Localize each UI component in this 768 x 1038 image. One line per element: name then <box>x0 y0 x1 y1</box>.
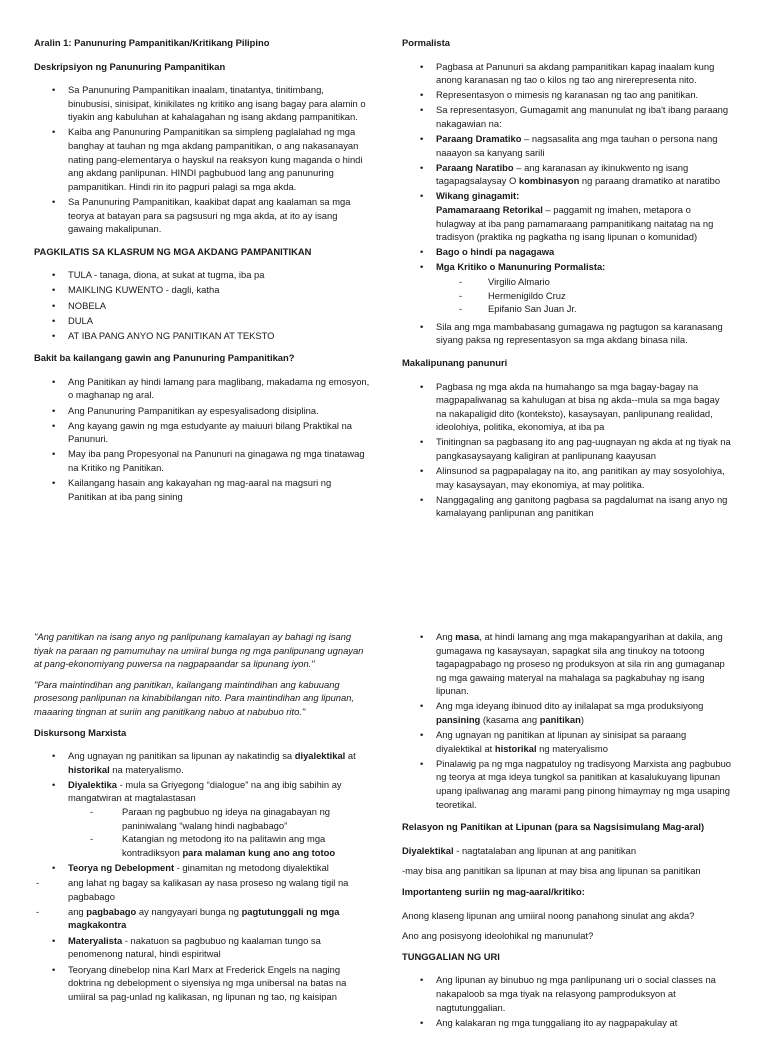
list-item: • Pagbasa ng mga akda na humahango sa mga bagay-bagay na magpapaliwanag sa kahulugan at bisa ng akda--mula sa mga bagay na nakapaligid dito (konteksto), kasaysayan, panlipunang realidad, ideolohiya, politika, ekonomiya, at iba pa <box>402 380 732 434</box>
list-item: • Ang Panunuring Pampanitikan ay espesyalisadong disiplina. <box>34 404 370 418</box>
quote-1: "Ang panitikan na isang anyo ng panlipunang kamalayan ay bahagi ng isang tiyak na paraan ng pamumuhay na umiiral bunga ng mga panlipunang ugnayan at pang-ekonomiyang puwersa na nagpapaandar sa lipunang iyon." <box>34 631 364 670</box>
list-item: • Kaiba ang Panunuring Pampanitikan sa simpleng paglalahad ng mga banghay at tauhan ng mga akdang pampanitikan, o ang nakasanayan nating pang-elementarya o hayskul na reaksyon kung maganda o hindi ang akdang panlipunan. HINDI pagbubuod lang ang panunuring pampanitikan. Hindi rin ito pagpuri palagi sa mga akda. <box>34 125 370 193</box>
list-item: • Pagbasa at Panunuri sa akdang pampanitikan kapag inaalam kung anong karanasan ng tao o kilos ng tao ang nirerepresenta nito. <box>402 60 732 87</box>
list-item: • Ang ugnayan ng panitikan at lipunan ay sinisipat sa paraang diyalektikal at historikal ng materyalismo <box>402 728 732 755</box>
wika-label: Wikang ginagamit: <box>436 190 520 202</box>
list-item: • Sa Panunuring Pampanitikan inaalam, tinatantya, tinitimbang, binubusisi, sinisipat, kinikilates ng kritiko ang isang bagay para alamin o tiyakin ang kabuluhan at kahalagahan ng isang akdang pampanitikan. <box>34 83 370 124</box>
retorikal-label: Pamamaraang Retorikal <box>436 204 543 216</box>
pagkilatis-heading: PAGKILATIS SA KLASRUM NG MGA AKDANG PAMPANITIKAN <box>34 245 312 257</box>
list-item: • Teorya ng Debelopment - ginamitan ng metodong diyalektikal <box>34 861 370 875</box>
bottom-left-column <box>34 630 370 1012</box>
lesson-title: Aralin 1: Panunuring Pampanitikan/Kritikang Pilipino <box>34 37 270 48</box>
list-item: • MAIKLING KUWENTO - dagli, katha <box>34 283 370 297</box>
marxista-continued-list <box>402 630 732 811</box>
list-item-dramatiko <box>402 132 732 159</box>
list-item: • Ang masa, at hindi lamang ang mga makapangyarihan at dakila, ang gumagawa ng kasaysayan, sapagkat sila ang tinukoy na totoong tagapagpabago ng proseso ng produksyon at sila rin ang gumaganap ng mga gawaing materyal na mahalaga sa pagkabuhay ng isang lipunan. <box>402 630 732 698</box>
description-list <box>34 83 370 236</box>
naratibo-end: ng paraang dramatiko at naratibo <box>579 175 721 187</box>
debelopment-dash-list <box>34 876 370 932</box>
kritiko-name: - Epifanio San Juan Jr. <box>402 302 732 316</box>
list-item: • Kailangang hasain ang kakayahan ng mag-aaral na magsuri ng Panitikan at iba pang sining <box>34 476 370 503</box>
naratibo-or: O <box>508 175 517 187</box>
list-item: • Ang ugnayan ng panitikan sa lipunan ay nakatindig sa diyalektikal at historikal na materyalismo. <box>34 749 370 776</box>
relasyon-heading: Relasyon ng Panitikan at Lipunan (para sa Nagsisimulang Mag-aral) <box>402 821 705 833</box>
list-item: • AT IBA PANG ANYO NG PANITIKAN AT TEKSTO <box>34 329 370 343</box>
kritiko-names <box>402 275 732 316</box>
description-heading: Deskripsiyon ng Panunuring Pampanitikan <box>34 60 226 72</box>
makalipunan-heading: Makalipunang panunuri <box>402 356 508 368</box>
list-item: • Representasyon o mimesis ng karanasan ng tao ang panitikan. <box>402 88 732 102</box>
kritiko-name: - Virgilio Almario <box>402 275 732 289</box>
naratibo-text: – ang karanasan ay ikinukwento ng isang tagapagsalaysay <box>436 161 689 187</box>
list-item: • May iba pang Propesyonal na Panunuri na ginagawa ng mga tinatawag na Kritiko ng Panitikan. <box>34 447 370 474</box>
list-item: • Pinalawig pa ng mga nagpatuloy ng tradisyong Marxista ang pagbubuo ng teorya at mga ideya tungkol sa panitikan at kasalukuyang lipunan upang ipaliwanag ang marami pang pinong himaymay ng mga usaping teoretikal. <box>402 757 732 811</box>
list-item: • Sa Panunuring Pampanitikan, kaakibat dapat ang kaalaman sa mga teorya at batayan para sa pagsusuri ng mga akda, at ito ay isang gawaing makalipunan. <box>34 195 370 236</box>
list-item-kritiko: • Mga Kritiko o Manunuring Pormalista: <box>402 260 732 274</box>
list-item-naratibo <box>402 161 732 188</box>
list-item: • Materyalista - nakatuon sa pagbubuo ng kaalaman tungo sa penomenong natural, hindi espiritwal <box>34 934 370 961</box>
importante-heading: Importanteng suriin ng mag-aaral/kritiko: <box>402 886 585 897</box>
dash-item: - ang pagbabago ay nangyayari bunga ng pagtutunggali ng mga magkakontra <box>34 905 370 932</box>
list-item-bago: • Bago o hindi pa nagagawa <box>402 245 732 259</box>
question-2: Ano ang posisyong ideolohikal ng manunulat? <box>402 930 594 942</box>
kritiko-name: - Hermenigildo Cruz <box>402 289 732 303</box>
may-bisa-line: -may bisa ang panitikan sa lipunan at may bisa ang lipunan sa panitikan <box>402 865 701 877</box>
list-item: • Nanggagaling ang ganitong pagbasa sa pagdalumat na isang anyo ng kamalayang panlipunan ang panitikan <box>402 493 732 520</box>
list-item: • NOBELA <box>34 299 370 313</box>
list-item: • Alinsunod sa pagpapalagay na ito, ang panitikan ay may sosyolohiya, may kasaysayan, may ekonomiya, at may politika. <box>402 464 732 491</box>
marxista-list-2 <box>34 934 370 1003</box>
list-item: • Tinitingnan sa pagbasang ito ang pag-uugnayan ng akda at ng tiyak na pangkasaysayang kaligiran at panlipunang kaayusan <box>402 435 732 462</box>
list-item: • Ang mga ideyang ibinuod dito ay inilalapat sa mga produksiyong pansining (kasama ang panitikan) <box>402 699 732 726</box>
marxista-heading: Diskursong Marxista <box>34 726 127 738</box>
diyalektika-sublist <box>68 805 370 859</box>
tunggalian-list <box>402 973 732 1029</box>
pagkilatis-list <box>34 268 370 342</box>
bottom-half <box>0 614 768 1028</box>
question-1: Anong klaseng lipunan ang umiiral noong panahong sinulat ang akda? <box>402 909 695 921</box>
mambabasa-list <box>402 320 732 347</box>
list-item: • Teoryang dinebelop nina Karl Marx at Frederick Engels na naging doktrina ng debelopment o siyensiya ng mga unibersal na batas na umiiral sa pag-unlad ng kalikasan, ng lipunan ng tao, ng kaisipan <box>34 963 370 1004</box>
list-item: • Ang Panitikan ay hindi lamang para maglibang, makadama ng emosyon, o maghanap ng aral. <box>34 375 370 402</box>
sub-item: - Katangian ng metodong ito na palitawin ang mga kontradiksyon para malaman kung ano ang totoo <box>68 832 370 859</box>
list-item: • Ang kalakaran ng mga tunggaliang ito ay nagpapakulay at <box>402 1016 732 1030</box>
top-left-column <box>34 36 370 512</box>
formalista-heading: Pormalista <box>402 37 450 48</box>
marxista-list <box>34 749 370 874</box>
dash-item: - ang lahat ng bagay sa kalikasan ay nasa proseso ng walang tigil na pagbabago <box>34 876 370 903</box>
dramatiko-label: Paraang Dramatiko <box>436 133 522 145</box>
bakit-heading: Bakit ba kailangang gawin ang Panunuring Pampanitikan? <box>34 352 295 364</box>
quote-2: "Para maintindihan ang panitikan, kailangang maintindihan ang kabuuang prosesong panlipunan na kinabibilangan nito. Para maintindihan ang lipunan, maaaring tingnan at suriin ang panitikang nabuo at nabubuo rito." <box>34 678 355 717</box>
diyalektikal-line: Diyalektikal - nagtatalaban ang lipunan at ang panitikan <box>402 844 637 856</box>
naratibo-kombinasyon: kombinasyon <box>518 175 580 187</box>
bottom-right-column <box>402 630 732 1038</box>
list-item: • TULA - tanaga, diona, at sukat at tugma, iba pa <box>34 268 370 282</box>
list-item-wika <box>402 189 732 243</box>
bakit-list <box>34 375 370 503</box>
sub-item: - Paraan ng pagbubuo ng ideya na ginagabayan ng paniniwalang “walang hindi nagbabago” <box>68 805 370 832</box>
list-item: • Sa representasyon, Gumagamit ang manunulat ng iba't ibang paraang nakagawian na: <box>402 103 732 130</box>
makalipunan-list <box>402 380 732 520</box>
tunggalian-heading: TUNGGALIAN NG URI <box>402 950 500 962</box>
list-item: • Ang lipunan ay binubuo ng mga panlipunang uri o social classes na nakapaloob sa mga tiyak na relasyong pamproduksyon at nagtutunggalian. <box>402 973 732 1014</box>
list-item: • Diyalektika - mula sa Griyegong “dialogue” na ang ibig sabihin ay mangatwiran at magtalastasan - Paraan ng pagbubuo ng ideya na ginagabayan ng paniniwalang “walang hindi nagbabago” - Katangian ng metodong ito na palitawin ang mga kontradiksyon para malaman kung ano ang totoo <box>34 778 370 860</box>
retorikal-text: – paggamit ng imahen, metapora o hulagway at iba pang pamamaraang pampanitikang naitatag na ng tradisyon (praktika ng pagkatha ng isang lipunan o komunidad) <box>436 204 714 243</box>
top-right-column <box>402 36 732 529</box>
list-item: • DULA <box>34 314 370 328</box>
list-item: • Ang kayang gawin ng mga estudyante ay maiuuri bilang Praktikal na Panunuri. <box>34 419 370 446</box>
list-item: • Sila ang mga mambabasang gumagawa ng pagtugon sa karanasang siyang paksa ng representasyon sa mga akdang binasa nila. <box>402 320 732 347</box>
naratibo-label: Paraang Naratibo <box>436 161 514 173</box>
formalista-list <box>402 60 732 274</box>
dramatiko-text: – nagsasalita ang mga tauhan o persona nang naaayon sa kanyang sarili <box>436 133 718 158</box>
